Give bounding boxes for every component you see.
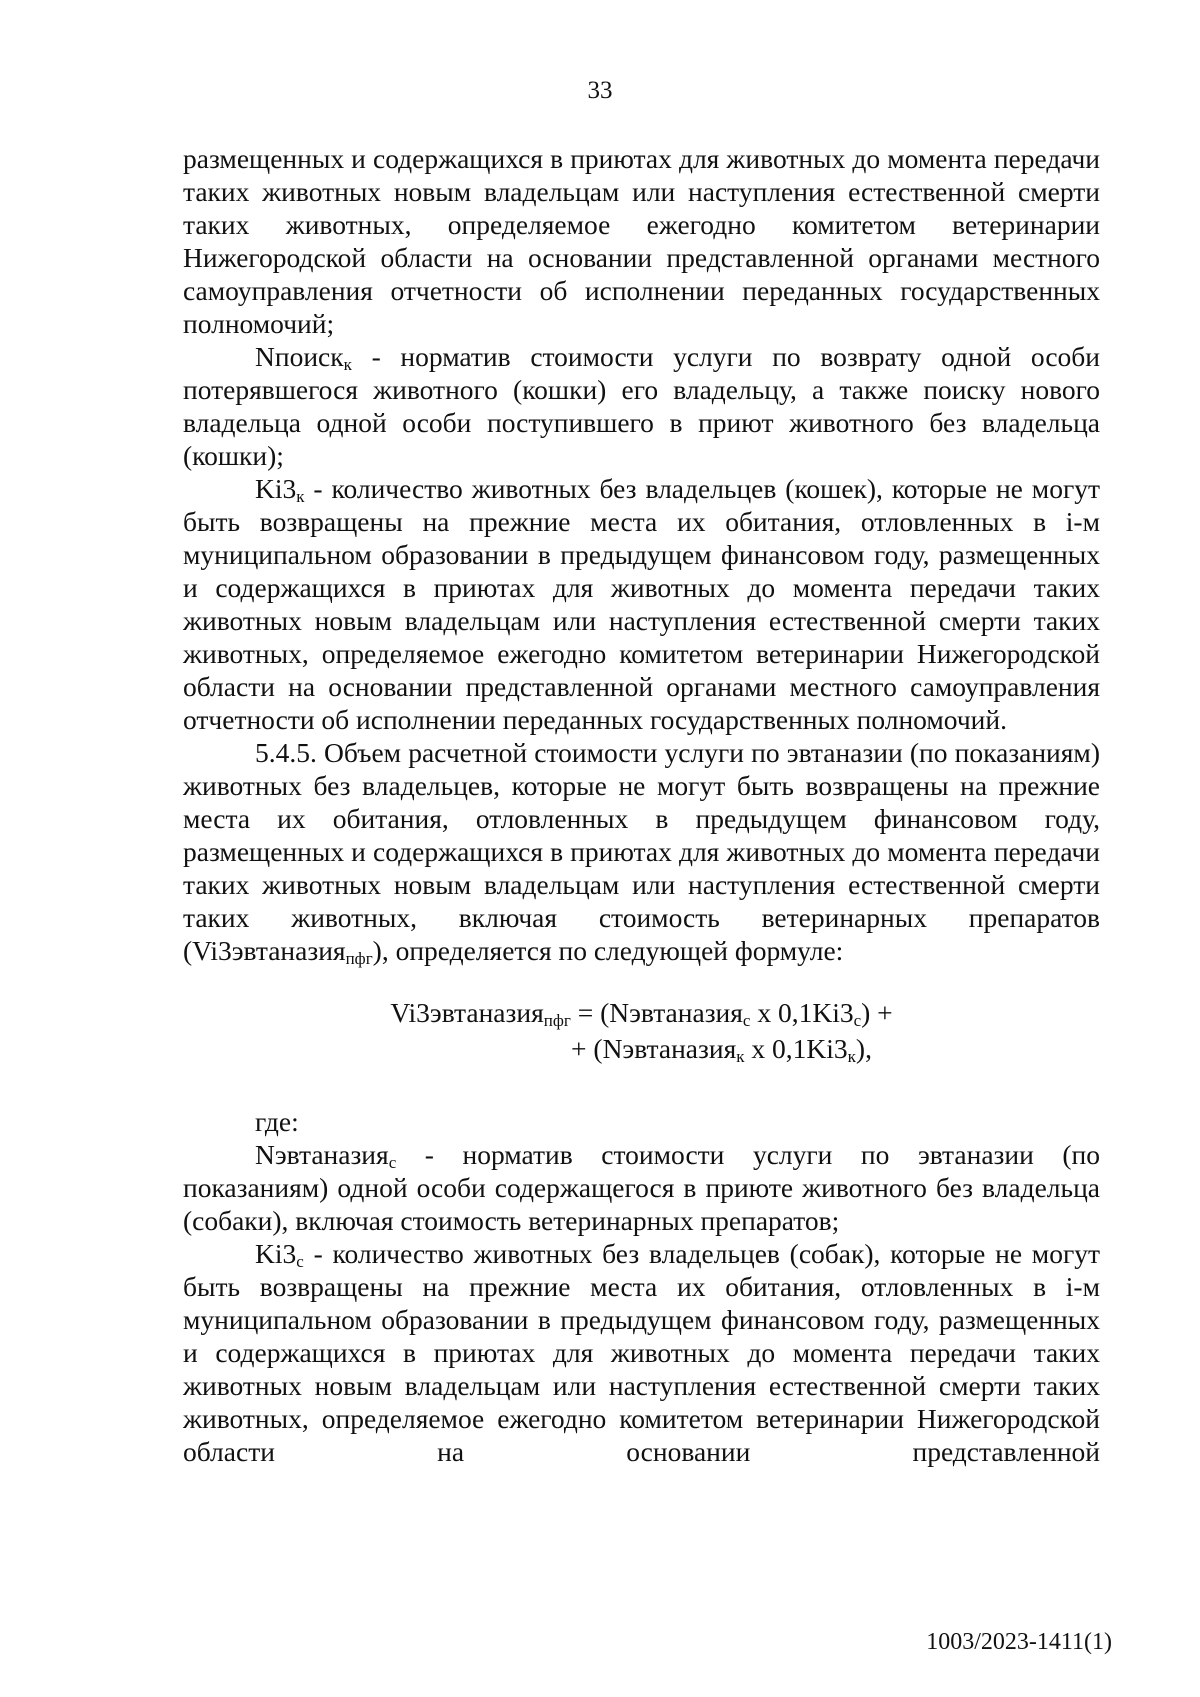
formula-term-vi3: Vi3эвтаназия bbox=[390, 997, 544, 1028]
section-5-4-5-subscript: пфг bbox=[345, 949, 373, 968]
ki3c-definition-text: - количество животных без владельцев (собак), которые не могут быть возвращены на прежние места их обитания, отловленных в i-м муниципальном образовании в предыдущем финансовом году, размещенных и содержащихся в приютах для животных до момента передачи таких животных новым владельцам или наступления естественной смерти таких животных, определяемое ежегодно комитетом ветеринарии Нижегородской области на основании представленной bbox=[183, 1238, 1100, 1467]
paragraph-neutanasia-c-definition bbox=[183, 1138, 1100, 1237]
formula-subscript: к bbox=[847, 1047, 856, 1066]
where-label: где: bbox=[255, 1106, 299, 1137]
spacer bbox=[183, 1067, 1100, 1105]
paragraph-continuation: размещенных и содержащихся в приютах для животных до момента передачи таких животных новым владельцам или наступления естественной смерти таких животных, определяемое ежегодно комитетом ветеринарии Нижегородской области на основании представленной органами местного самоуправления отчетности об исполнении переданных государственных полномочий; bbox=[183, 143, 1100, 339]
term-ki3c: Ki3 bbox=[255, 1238, 297, 1269]
page-number: 33 bbox=[587, 77, 613, 104]
term-ki3k: Ki3 bbox=[255, 473, 297, 504]
paragraph-npoisk-definition bbox=[183, 340, 1100, 472]
formula-subscript: пфг bbox=[543, 1011, 571, 1030]
formula-term-neutanasia-c: = (Nэвтаназия bbox=[570, 997, 743, 1028]
term-ki3k-subscript: к bbox=[296, 487, 305, 506]
document-body bbox=[183, 142, 1100, 1468]
formula-block bbox=[183, 995, 930, 1067]
spacer bbox=[183, 967, 1100, 995]
formula-subscript: с bbox=[742, 1011, 751, 1030]
paragraph-section-5-4-5 bbox=[183, 736, 1100, 967]
ki3k-definition-text: - количество животных без владельцев (кошек), которые не могут быть возвращены на прежние места их обитания, отловленных в i-м муниципальном образовании в предыдущем финансовом году, размещенных и содержащихся в приютах для животных до момента передачи таких животных новым владельцам или наступления естественной смерти таких животных, определяемое ежегодно комитетом ветеринарии Нижегородской области на основании представленной органами местного самоуправления отчетности об исполнении переданных государственных полномочий. bbox=[183, 473, 1100, 735]
npoisk-definition-text: - норматив стоимости услуги по возврату одной особи потерявшегося животного (кошки) его владельцу, а также поиску нового владельца одной особи поступившего в приют животного без владельца (кошки); bbox=[183, 341, 1100, 471]
formula-subscript: к bbox=[736, 1047, 745, 1066]
formula-subscript: с bbox=[853, 1011, 862, 1030]
neutanasia-c-definition-text: - норматив стоимости услуги по эвтаназии (по показаниям) одной особи содержащегося в приюте животного без владельца (собаки), включая стоимость ветеринарных препаратов; bbox=[183, 1139, 1100, 1236]
term-npoisk-subscript: к bbox=[343, 355, 352, 374]
formula-line-2 bbox=[353, 1031, 930, 1067]
document-code: 1003/2023-1411(1) bbox=[926, 1629, 1112, 1655]
formula-line-1 bbox=[353, 995, 930, 1031]
term-neutanasia-c-subscript: с bbox=[388, 1153, 397, 1172]
formula-term-neutanasia-k: + (Nэвтаназия bbox=[571, 1033, 737, 1064]
term-neutanasia-c: Nэвтаназия bbox=[255, 1139, 389, 1170]
section-5-4-5-end: ), определяется по следующей формуле: bbox=[372, 935, 844, 966]
term-ki3c-subscript: с bbox=[296, 1252, 304, 1271]
formula-operator: ) + bbox=[861, 997, 893, 1028]
formula-close: ), bbox=[855, 1033, 872, 1064]
paragraph-ki3k-definition bbox=[183, 472, 1100, 736]
section-5-4-5-text: 5.4.5. Объем расчетной стоимости услуги по эвтаназии (по показаниям) животных без владельцев, которые не могут быть возвращены на прежние места их обитания, отловленных в предыдущем финансовом году, размещенных и содержащихся в приютах для животных до момента передачи таких животных новым владельцам или наступления естественной смерти таких животных, включая стоимость ветеринарных препаратов (Vi3эвтаназия bbox=[183, 737, 1100, 966]
paragraph-ki3c-definition bbox=[183, 1237, 1100, 1468]
formula-term-ki3-c: x 0,1Ki3 bbox=[750, 997, 854, 1028]
term-npoisk: Nпоиск bbox=[255, 341, 344, 372]
formula-term-ki3-k: x 0,1Ki3 bbox=[744, 1033, 848, 1064]
